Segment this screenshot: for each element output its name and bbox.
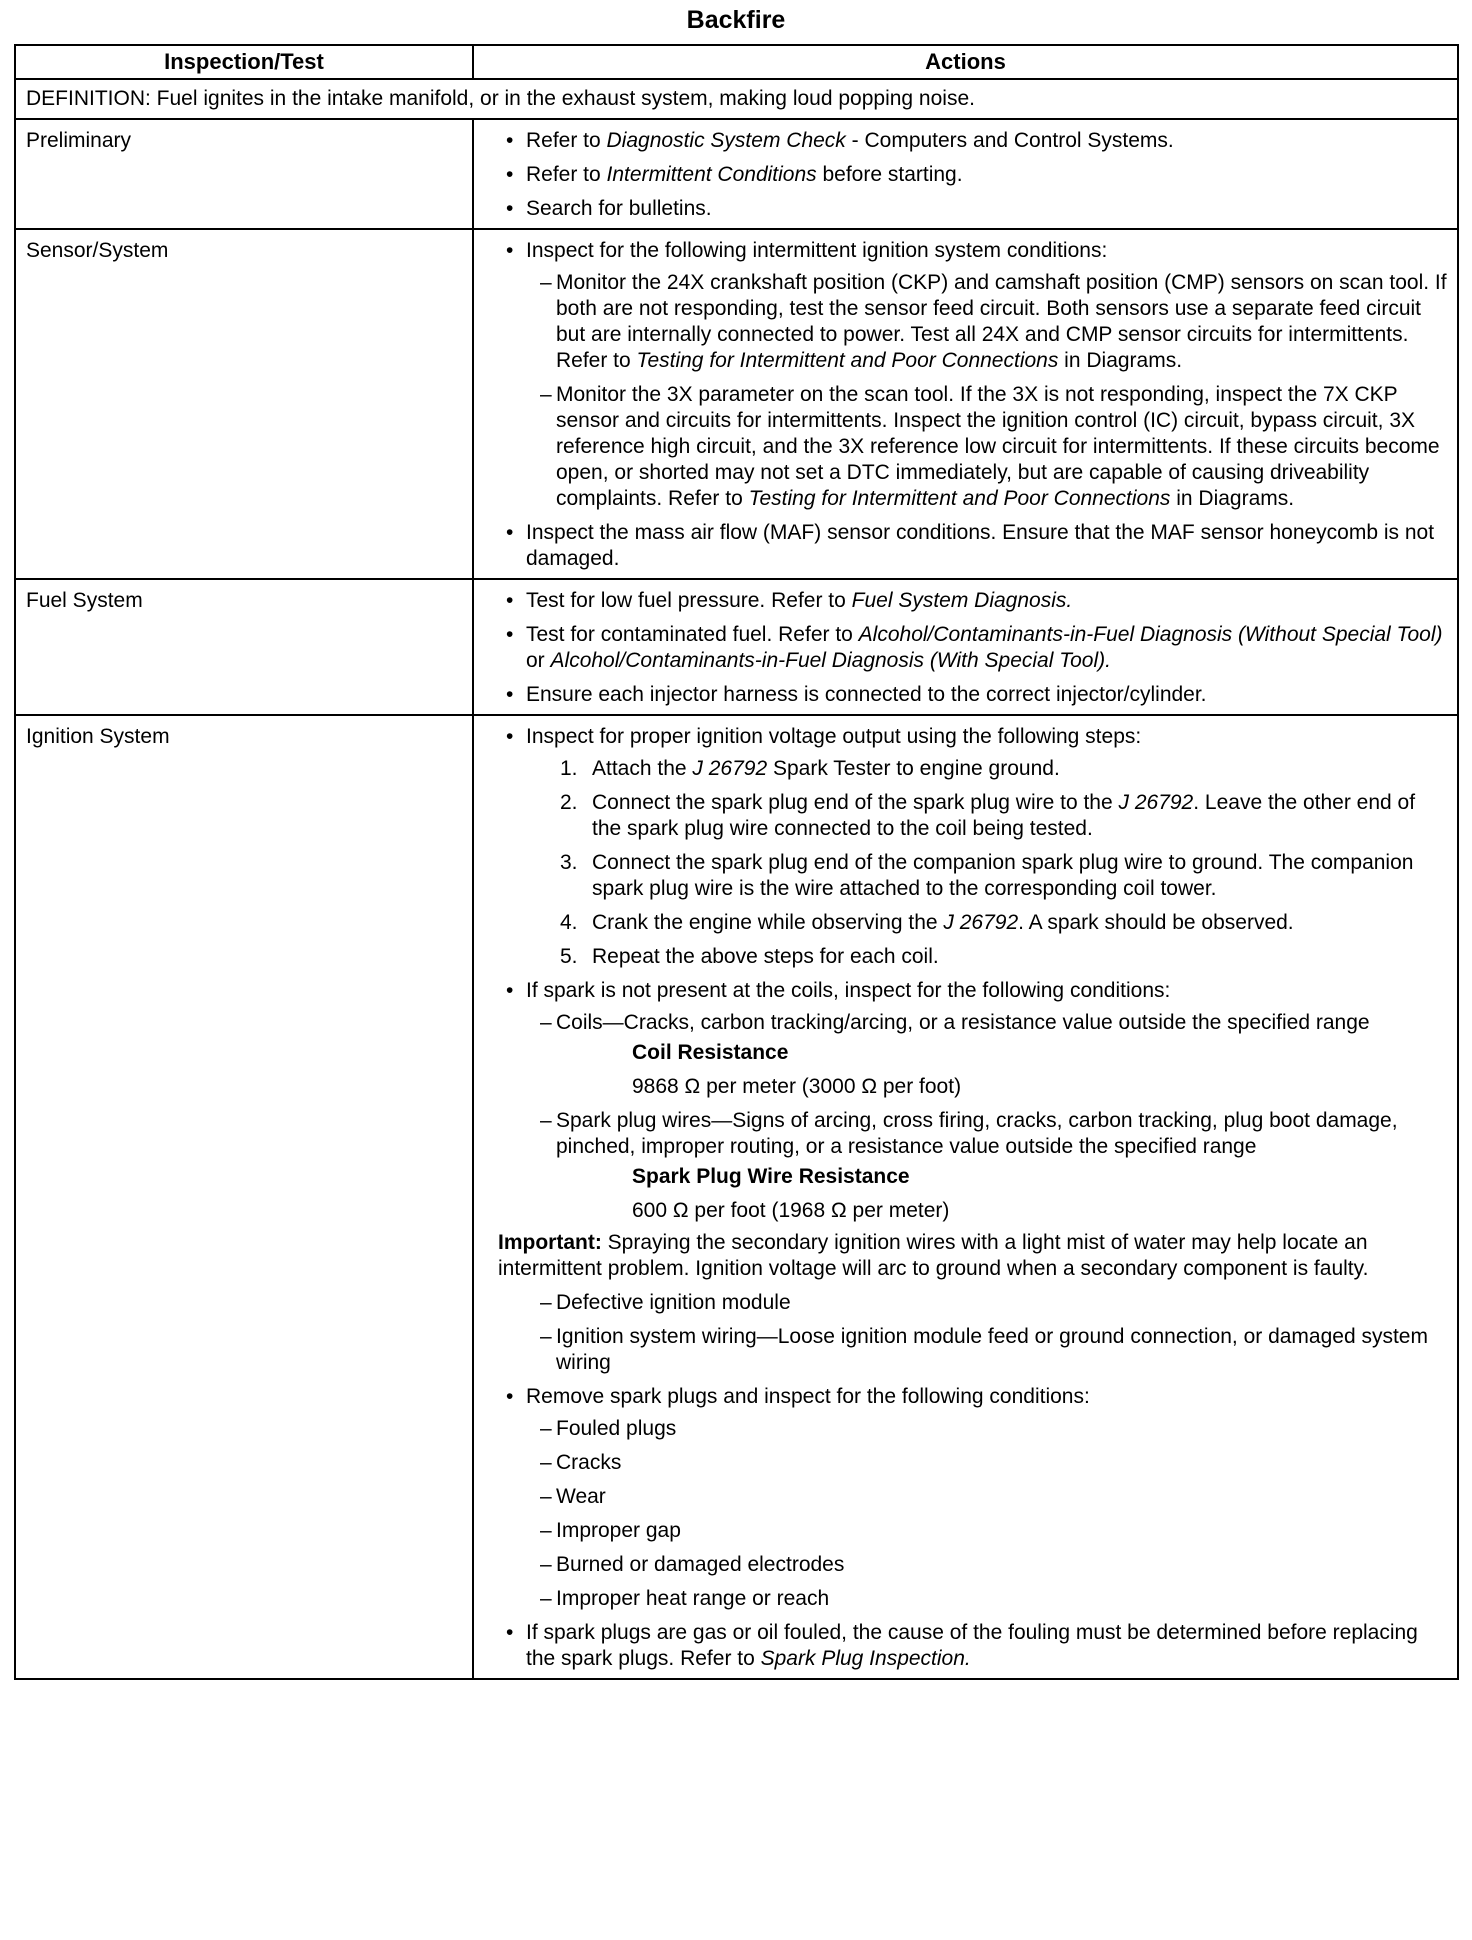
- step-item: 5. Repeat the above steps for each coil.: [560, 945, 939, 968]
- actions-preliminary: [473, 119, 1458, 229]
- list-item: – Improper gap: [540, 1518, 1447, 1544]
- actions-ignition-system: [473, 715, 1458, 1679]
- row-label-ignition-system: Ignition System: [15, 715, 473, 1679]
- table-row: [15, 119, 1458, 229]
- header-inspection-test: Inspection/Test: [15, 45, 473, 79]
- list-item: – Defective ignition module: [540, 1290, 1447, 1316]
- diagnostic-table: [14, 44, 1459, 1680]
- list-item: • Refer to Diagnostic System Check - Computers and Control Systems.: [504, 128, 1447, 154]
- list-item: • Refer to Intermittent Conditions before starting.: [504, 162, 1447, 188]
- list-item: • Remove spark plugs and inspect for the following conditions: – Fouled plugs – Cracks – Wear – Improper gap – Burned or damaged electrodes – Improper heat range or reach: [504, 1384, 1447, 1612]
- list-item: • Test for contaminated fuel. Refer to Alcohol/Contaminants-in-Fuel Diagnosis (Without Special Tool) or Alcohol/Contaminants-in-Fuel Diagnosis (With Special Tool).: [504, 622, 1447, 674]
- coil-resistance-heading: Coil Resistance: [632, 1041, 789, 1064]
- step-item: 1. Attach the J 26792 Spark Tester to engine ground.: [560, 757, 1060, 780]
- header-actions: Actions: [473, 45, 1458, 79]
- important-note: Important: Spraying the secondary ignition wires with a light mist of water may help locate an intermittent problem. Ignition voltage will arc to ground when a secondary component is faulty.: [498, 1231, 1369, 1280]
- row-label-fuel-system: Fuel System: [15, 579, 473, 715]
- actions-fuel-system: [473, 579, 1458, 715]
- list-item: – Coils—Cracks, carbon tracking/arcing, or a resistance value outside the specified range Coil Resistance 9868 Ω per meter (3000 Ω per foot): [540, 1010, 1447, 1100]
- list-item: – Monitor the 3X parameter on the scan tool. If the 3X is not responding, inspect the 7X CKP sensor and circuits for intermittents. Inspect the ignition control (IC) circuit, bypass circuit, 3X reference high circuit, and the 3X reference low circuit for intermittents. If these circuits become open, or shorted may not set a DTC immediately, but are capable of causing driveability complaints. Refer to Testing for Intermittent and Poor Connections in Diagrams.: [540, 382, 1447, 512]
- wire-resistance-spec: [632, 1164, 1447, 1224]
- table-row: [15, 579, 1458, 715]
- table-row: [15, 229, 1458, 579]
- step-item: 3. Connect the spark plug end of the companion spark plug wire to ground. The companion spark plug wire is the wire attached to the corresponding coil tower.: [560, 851, 1414, 900]
- list-item: • Inspect for proper ignition voltage output using the following steps: 1. Attach the J 26792 Spark Tester to engine ground. 2. Connect the spark plug end of the spark plug wire to the J 26792. Leave the other end of the spark plug wire connected to the coil being tested. 3. Connect the spark plug end of the companion spark plug wire to ground. The companion spark plug wire is the wire attached to the corresponding coil tower. 4. Crank the engine while observing the J 26792. A spark should be observed. 5. Repeat the above steps for each coil.: [504, 724, 1447, 970]
- list-item: – Cracks: [540, 1450, 1447, 1476]
- list-item: – Monitor the 24X crankshaft position (CKP) and camshaft position (CMP) sensors on scan tool. If both are not responding, test the sensor feed circuit. Both sensors use a separate feed circuit but are internally connected to power. Test all 24X and CMP sensor circuits for intermittents. Refer to Testing for Intermittent and Poor Connections in Diagrams.: [540, 270, 1447, 374]
- list-item: • Search for bulletins.: [504, 196, 1447, 222]
- list-item: • Ensure each injector harness is connected to the correct injector/cylinder.: [504, 682, 1447, 708]
- list-item: • If spark plugs are gas or oil fouled, the cause of the fouling must be determined before replacing the spark plugs. Refer to Spark Plug Inspection.: [504, 1620, 1447, 1672]
- list-item: – Fouled plugs: [540, 1416, 1447, 1442]
- actions-sensor-system: [473, 229, 1458, 579]
- definition-text: DEFINITION: Fuel ignites in the intake manifold, or in the exhaust system, making loud popping noise.: [15, 79, 1458, 119]
- wire-resistance-heading: Spark Plug Wire Resistance: [632, 1165, 910, 1188]
- list-item: – Spark plug wires—Signs of arcing, cross firing, cracks, carbon tracking, plug boot damage, pinched, improper routing, or a resistance value outside the specified range Spark Plug Wire Resistance 600 Ω per foot (1968 Ω per meter): [540, 1108, 1447, 1224]
- coil-resistance-spec: [632, 1040, 1447, 1100]
- coil-resistance-value: 9868 Ω per meter (3000 Ω per foot): [632, 1075, 962, 1098]
- list-item: – Ignition system wiring—Loose ignition module feed or ground connection, or damaged system wiring: [540, 1324, 1447, 1376]
- step-item: 4. Crank the engine while observing the J 26792. A spark should be observed.: [560, 911, 1294, 934]
- list-item: • Test for low fuel pressure. Refer to Fuel System Diagnosis.: [504, 588, 1447, 614]
- header-row: [15, 45, 1458, 79]
- list-item: • If spark is not present at the coils, inspect for the following conditions: – Coils—Cracks, carbon tracking/arcing, or a resistance value outside the specified range Coil Resistance 9868 Ω per meter (3000 Ω per foot) – Spark plug wires—Signs of arcing, cross firing, cracks, carbon tracking, plug boot damage, pinched, improper routing, or a resistance value outside the specified range Spark Plug Wire Resistance 600 Ω per foot (1968 Ω per meter) Important: Spraying the secondary ignition wires with a light mist of water may help locate an intermittent problem. Ignition voltage will arc to ground when a secondary component is faulty. – Defective ignition module – Ignition system wiring—Loose ignition module feed or ground connection, or damaged system wiring: [504, 978, 1447, 1376]
- list-item: • Inspect the mass air flow (MAF) sensor conditions. Ensure that the MAF sensor honeycomb is not damaged.: [504, 520, 1447, 572]
- list-item: – Improper heat range or reach: [540, 1586, 1447, 1612]
- list-item: – Burned or damaged electrodes: [540, 1552, 1447, 1578]
- definition-row: [15, 79, 1458, 119]
- table-row: [15, 715, 1458, 1679]
- step-item: 2. Connect the spark plug end of the spark plug wire to the J 26792. Leave the other end of the spark plug wire connected to the coil being tested.: [560, 791, 1416, 840]
- row-label-preliminary: Preliminary: [15, 119, 473, 229]
- page-title: Backfire: [686, 6, 786, 34]
- wire-resistance-value: 600 Ω per foot (1968 Ω per meter): [632, 1199, 950, 1222]
- list-item: • Inspect for the following intermittent ignition system conditions: – Monitor the 24X crankshaft position (CKP) and camshaft position (CMP) sensors on scan tool. If both are not responding, test the sensor feed circuit. Both sensors use a separate feed circuit but are internally connected to power. Test all 24X and CMP sensor circuits for intermittents. Refer to Testing for Intermittent and Poor Connections in Diagrams. – Monitor the 3X parameter on the scan tool. If the 3X is not responding, inspect the 7X CKP sensor and circuits for intermittents. Inspect the ignition control (IC) circuit, bypass circuit, 3X reference high circuit, and the 3X reference low circuit for intermittents. If these circuits become open, or shorted may not set a DTC immediately, but are capable of causing driveability complaints. Refer to Testing for Intermittent and Poor Connections in Diagrams.: [504, 238, 1447, 512]
- row-label-sensor-system: Sensor/System: [15, 229, 473, 579]
- list-item: – Wear: [540, 1484, 1447, 1510]
